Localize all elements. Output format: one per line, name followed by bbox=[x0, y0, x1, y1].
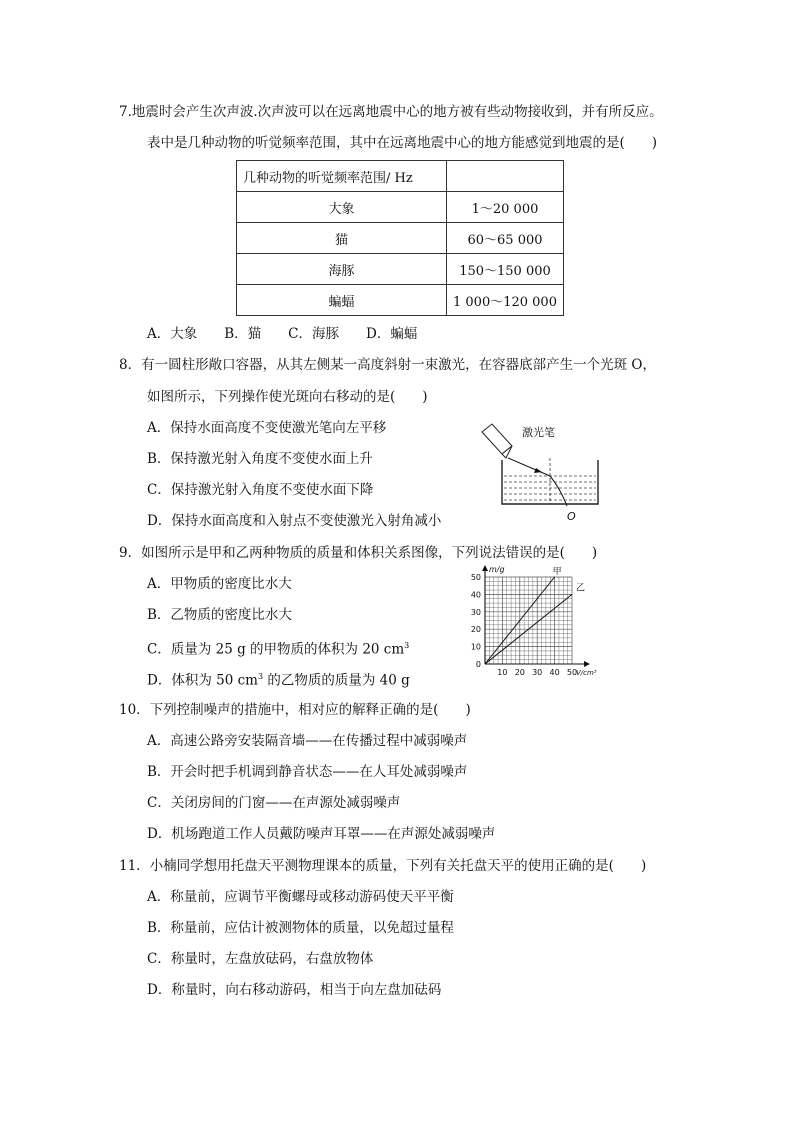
spot-label: O bbox=[567, 510, 576, 523]
table-row bbox=[237, 192, 564, 223]
container-laser-figure bbox=[470, 420, 615, 525]
q8-option-d: D．保持水面高度和入射点不变使激光入射角减小 bbox=[147, 513, 442, 529]
series-label: 乙 bbox=[576, 583, 586, 594]
q8-option-b: B．保持激光射入角度不变使水面上升 bbox=[147, 451, 373, 467]
q9-option-c-text: C．质量为 25 g 的甲物质的体积为 20 cm bbox=[147, 641, 405, 658]
q11-option-d: D．称量时，向右移动游码，相当于向左盘加砝码 bbox=[147, 982, 442, 998]
table-row bbox=[237, 223, 564, 254]
y-tick-label: 50 bbox=[470, 573, 481, 582]
q11-option-a: A．称量前，应调节平衡螺母或移动游码使天平平衡 bbox=[147, 889, 454, 905]
chart-grid bbox=[485, 577, 572, 664]
q7-stem-line1: 7.地震时会产生次声波.次声波可以在远离地震中心的地方被有些动物接收到，并有所反应。 bbox=[119, 104, 663, 120]
mass-volume-chart bbox=[455, 562, 615, 684]
animal-cell: 猫 bbox=[237, 223, 447, 254]
x-axis-label: V/cm³ bbox=[576, 669, 597, 677]
q8-option-c: C．保持激光射入角度不变使水面下降 bbox=[147, 482, 374, 498]
q9-option-d bbox=[147, 667, 410, 691]
q9-option-d-post: 的乙物质的质量为 40 g bbox=[263, 672, 410, 689]
range-cell: 150～150 000 bbox=[447, 254, 564, 285]
y-axis-arrow bbox=[482, 565, 488, 571]
q10-option-c: C．关闭房间的门窗——在声源处减弱噪声 bbox=[147, 795, 401, 811]
q10-option-d: D．机场跑道工作人员戴防噪声耳罩——在声源处减弱噪声 bbox=[147, 826, 496, 842]
x-tick-label: 30 bbox=[532, 668, 543, 677]
y-tick-label: 0 bbox=[475, 660, 481, 669]
q9-option-c-sup: 3 bbox=[404, 641, 410, 650]
x-tick-label: 50 bbox=[566, 668, 578, 677]
q10-stem: 10．下列控制噪声的措施中，相对应的解释正确的是( ) bbox=[119, 702, 471, 718]
range-cell: 1 000～120 000 bbox=[447, 285, 564, 316]
x-tick-label: 10 bbox=[497, 668, 508, 677]
q8-stem-line1: 8．有一圆柱形敞口容器，从其左侧某一高度斜射一束激光，在容器底部产生一个光斑 O， bbox=[119, 357, 656, 373]
table-header-row bbox=[237, 161, 564, 192]
animal-cell: 海豚 bbox=[237, 254, 447, 285]
y-tick-label: 10 bbox=[470, 642, 481, 652]
y-tick-label: 40 bbox=[470, 590, 481, 600]
q9-option-d-sup: 3 bbox=[257, 672, 264, 681]
laser-pen-label: 激光笔 bbox=[522, 426, 555, 439]
q9-option-c bbox=[147, 636, 409, 660]
table-header: 几种动物的听觉频率范围/ Hz bbox=[237, 161, 447, 192]
q7-stem-line2: 表中是几种动物的听觉频率范围，其中在远离地震中心的地方能感觉到地震的是( ) bbox=[147, 135, 658, 151]
y-axis-label: m/g bbox=[489, 565, 505, 574]
x-tick-label: 20 bbox=[514, 668, 525, 677]
q11-option-c: C．称量时，左盘放砝码，右盘放物体 bbox=[147, 951, 374, 967]
table-row bbox=[237, 254, 564, 285]
q11-stem: 11．小楠同学想用托盘天平测物理课本的质量，下列有关托盘天平的使用正确的是( ) bbox=[119, 858, 647, 874]
q11-option-b: B．称量前，应估计被测物体的质量，以免超过量程 bbox=[147, 920, 454, 936]
x-axis-arrow bbox=[584, 661, 590, 667]
q7-options: A．大象 B．猫 C．海豚 D．蝙蝠 bbox=[147, 326, 418, 342]
q9-option-d-pre: D．体积为 50 cm bbox=[147, 672, 258, 689]
x-tick-label: 40 bbox=[549, 668, 560, 677]
series-label: 甲 bbox=[552, 567, 562, 577]
table-row bbox=[237, 285, 564, 316]
y-tick-label: 20 bbox=[470, 625, 481, 635]
q8-stem-line2: 如图所示，下列操作使光斑向右移动的是( ) bbox=[147, 389, 428, 405]
animal-cell: 蝙蝠 bbox=[237, 285, 447, 316]
laser-pen-icon bbox=[482, 424, 512, 458]
refracted-ray bbox=[550, 476, 567, 506]
q9-stem: 9．如图所示是甲和乙两种物质的质量和体积关系图像，下列说法错误的是( ) bbox=[119, 545, 598, 561]
q9-option-a: A．甲物质的密度比水大 bbox=[147, 576, 292, 592]
q9-option-b: B．乙物质的密度比水大 bbox=[147, 607, 292, 623]
range-cell: 60～65 000 bbox=[447, 223, 564, 254]
q10-option-b: B．开会时把手机调到静音状态——在人耳处减弱噪声 bbox=[147, 764, 468, 780]
q8-option-a: A．保持水面高度不变使激光笔向左平移 bbox=[147, 420, 387, 436]
table-header-empty bbox=[447, 161, 564, 192]
incident-ray bbox=[508, 458, 550, 476]
range-cell: 1～20 000 bbox=[447, 192, 564, 223]
animal-cell: 大象 bbox=[237, 192, 447, 223]
hearing-frequency-table bbox=[236, 160, 564, 316]
q10-option-a: A．高速公路旁安装隔音墙——在传播过程中减弱噪声 bbox=[147, 733, 468, 749]
y-tick-label: 30 bbox=[470, 607, 481, 617]
